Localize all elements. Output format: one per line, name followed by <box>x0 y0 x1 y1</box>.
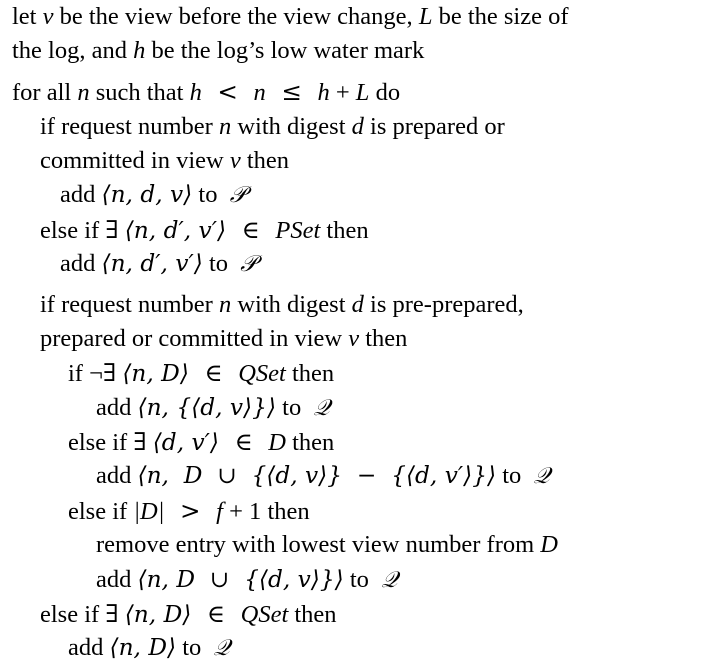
block2-elif3-line: else if ∃ ⟨n, D⟩ ∈ QSet then <box>40 599 337 628</box>
block2-if2-line: if ¬∃ ⟨n, D⟩ ∈ QSet then <box>68 358 335 387</box>
block1-add-line: add ⟨n, d, v⟩ to 𝒫 <box>60 181 246 208</box>
intro-line-2: the log, and h be the log’s low water mark <box>12 37 425 64</box>
block2-add5-line: add ⟨n, D ∪ {⟨d, v⟩}⟩ to 𝒬 <box>96 566 398 593</box>
for-all-line: for all n such that h < n ≤ h + L do <box>12 77 401 106</box>
block2-elif1-line: else if ∃ ⟨d, v′⟩ ∈ D then <box>68 427 335 456</box>
intro-line-1: let v be the view before the view change, L be the size of <box>12 3 569 30</box>
block1-else-line: else if ∃ ⟨n, d′, v′⟩ ∈ PSet then <box>40 215 369 244</box>
block2-remove-line: remove entry with lowest view number from D <box>96 531 558 558</box>
block2-cont-line: prepared or committed in view v then <box>40 325 408 352</box>
block1-cont-line: committed in view v then <box>40 147 290 174</box>
block1-if-line: if request number n with digest d is prepared or <box>40 113 505 140</box>
block2-elif2-line: else if |D| > f + 1 then <box>68 496 310 525</box>
block2-add4-line: add ⟨n, D ∪ {⟨d, v⟩} − {⟨d, v′⟩}⟩ to 𝒬 <box>96 462 550 489</box>
block1-add2-line: add ⟨n, d′, v′⟩ to 𝒫 <box>60 250 257 277</box>
block2-add3-line: add ⟨n, {⟨d, v⟩}⟩ to 𝒬 <box>96 394 330 421</box>
block2-if-line: if request number n with digest d is pre-prepared, <box>40 291 524 318</box>
block2-add6-line: add ⟨n, D⟩ to 𝒬 <box>68 634 230 661</box>
